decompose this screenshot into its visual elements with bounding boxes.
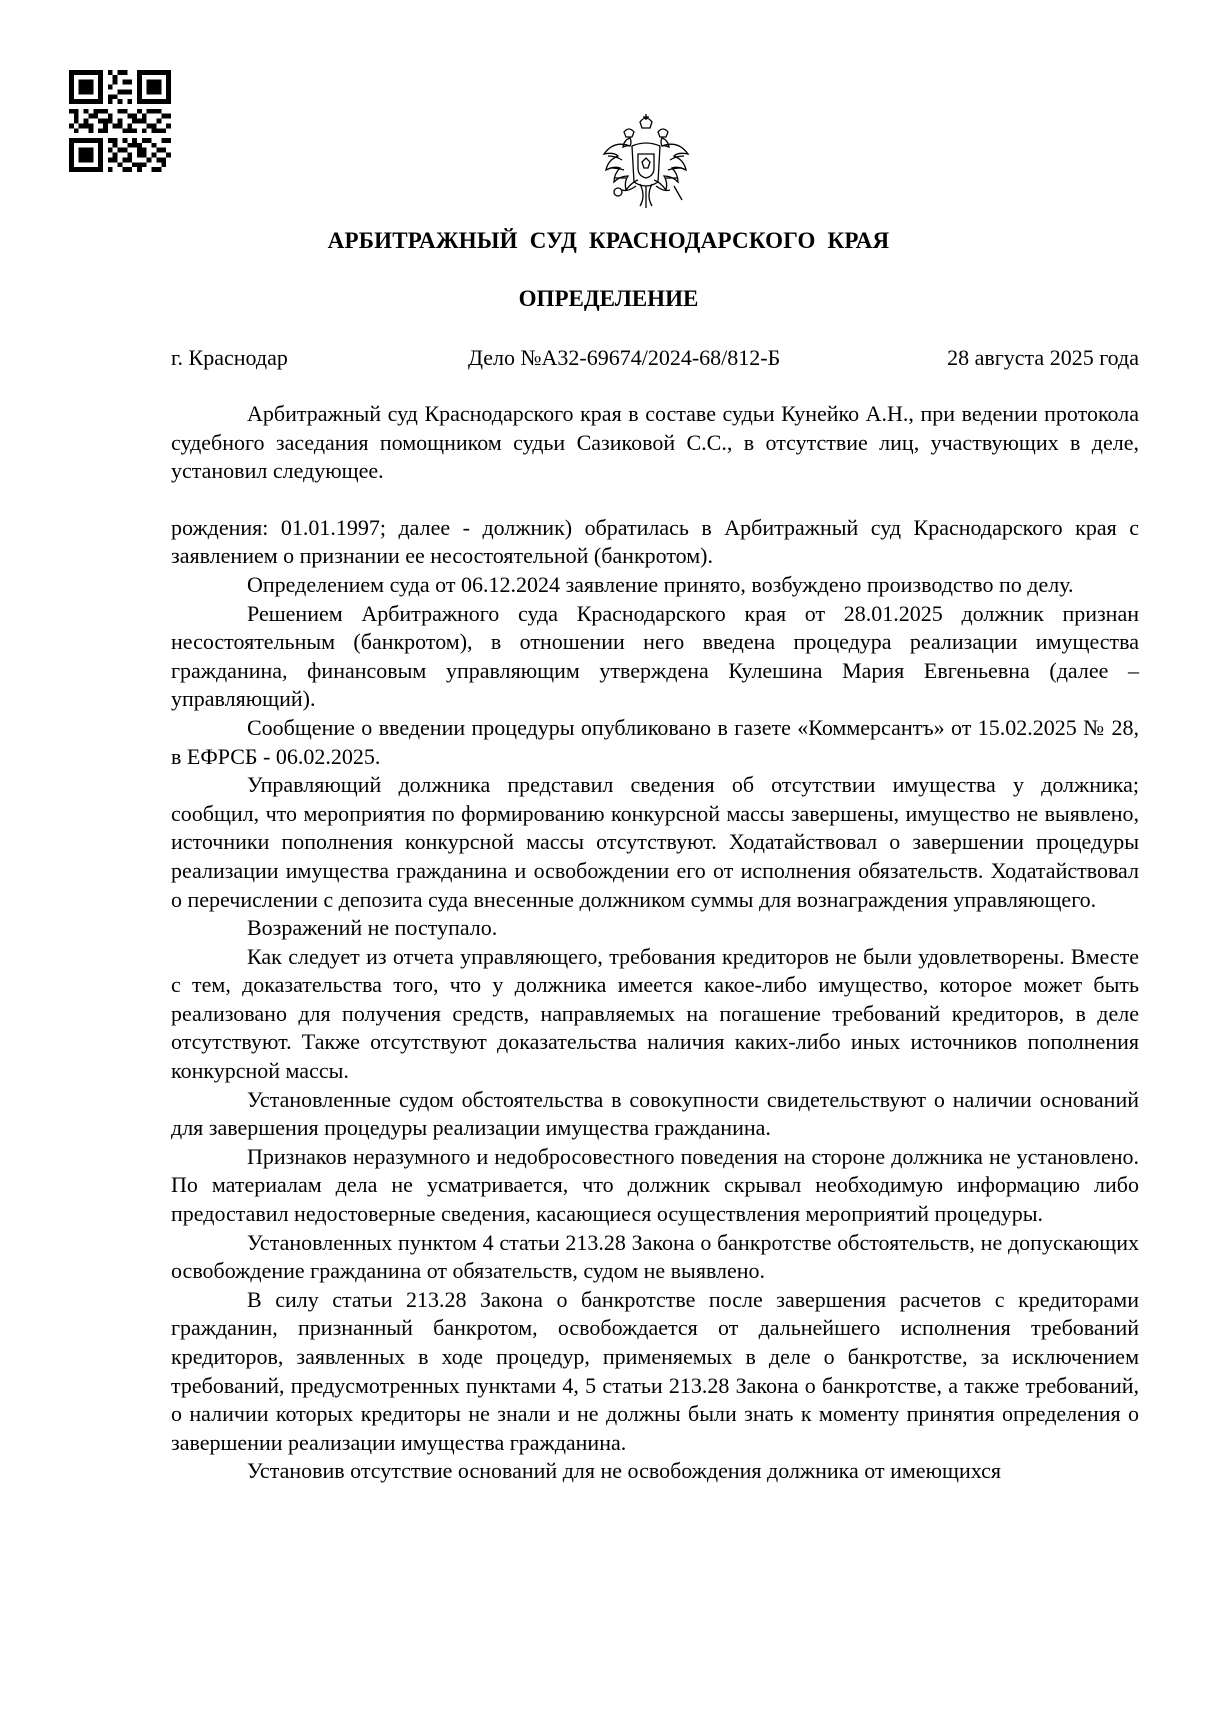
document-body <box>171 400 1139 1486</box>
paragraph: Сообщение о введении процедуры опубликовано в газете «Коммерсантъ» от 15.02.2025 № 28, в ЕФРСБ - 06.02.2025. <box>171 714 1139 769</box>
case-header-row <box>171 345 1139 375</box>
decision-date: 28 августа 2025 года <box>947 345 1139 370</box>
coat-of-arms-icon <box>600 112 692 218</box>
paragraph: рождения: 01.01.1997; далее - должник) обратилась в Арбитражный суд Краснодарского края с заявлением о признании ее несостоятельной (банкротом). <box>171 514 1139 569</box>
paragraph: Как следует из отчета управляющего, требования кредиторов не были удовлетворены. Вместе с тем, доказательства того, что у должника имеется какое-либо имущество, которое может быть реализовано для получения средств, направляемых на погашение требований кредиторов, в деле отсутствуют. Также отсутствуют доказательства наличия каких-либо иных источников пополнения конкурсной массы. <box>171 943 1139 1084</box>
paragraph: Установив отсутствие оснований для не освобождения должника от имеющихся <box>247 1458 1001 1484</box>
document-type: ОПРЕДЕЛЕНИЕ <box>518 286 699 311</box>
paragraph: В силу статьи 213.28 Закона о банкротстве после завершения расчетов с кредиторами гражданин, признанный банкротом, освобождается от дальнейшего исполнения требований кредиторов, заявленных в ходе процедур, применяемых в деле о банкротстве, за исключением требований, предусмотренных пунктами 4, 5 статьи 213.28 Закона о банкротстве, а также требований, о наличии которых кредиторы не знали и не должны были знать к моменту принятия определения о завершении реализации имущества гражданина. <box>171 1286 1139 1455</box>
paragraph: Возражений не поступало. <box>247 915 498 941</box>
paragraph: Установленные судом обстоятельства в совокупности свидетельствуют о наличии оснований для завершения процедуры реализации имущества гражданина. <box>171 1086 1139 1141</box>
paragraph: Решением Арбитражного суда Краснодарского края от 28.01.2025 должник признан несостоятельным (банкротом), в отношении него введена процедура реализации имущества гражданина, финансовым управляющим утверждена Кулешина Мария Евгеньевна (далее – управляющий). <box>171 600 1139 712</box>
city: г. Краснодар <box>171 345 288 370</box>
paragraph: Признаков неразумного и недобросовестного поведения на стороне должника не установлено. По материалам дела не усматривается, что должник скрывал необходимую информацию либо предоставил недостоверные сведения, касающиеся осуществления мероприятий процедуры. <box>171 1143 1139 1227</box>
case-number: Дело №А32-69674/2024-68/812-Б <box>468 345 781 370</box>
paragraph: Управляющий должника представил сведения об отсутствии имущества у должника; сообщил, что мероприятия по формированию конкурсной массы завершены, имущество не выявлено, источники пополнения конкурсной массы отсутствуют. Ходатайствовал о завершении процедуры реализации имущества гражданина и освобождении его от исполнения обязательств. Ходатайствовал о перечислении с депозита суда внесенные должником суммы для вознаграждения управляющего. <box>171 772 1139 912</box>
paragraph: Определением суда от 06.12.2024 заявление принято, возбуждено производство по делу. <box>247 571 1074 597</box>
court-name: АРБИТРАЖНЫЙ СУД КРАСНОДАРСКОГО КРАЯ <box>327 228 890 253</box>
paragraph: Арбитражный суд Краснодарского края в составе судьи Кунейко А.Н., при ведении протокола судебного заседания помощником судьи Сазиковой С.С., в отсутствие лиц, участвующих в деле, установил следующее. <box>171 401 1139 484</box>
qr-code-icon <box>69 70 171 172</box>
paragraph: Установленных пунктом 4 статьи 213.28 Закона о банкротстве обстоятельств, не допускающих освобождение гражданина от обязательств, судом не выявлено. <box>171 1229 1139 1284</box>
